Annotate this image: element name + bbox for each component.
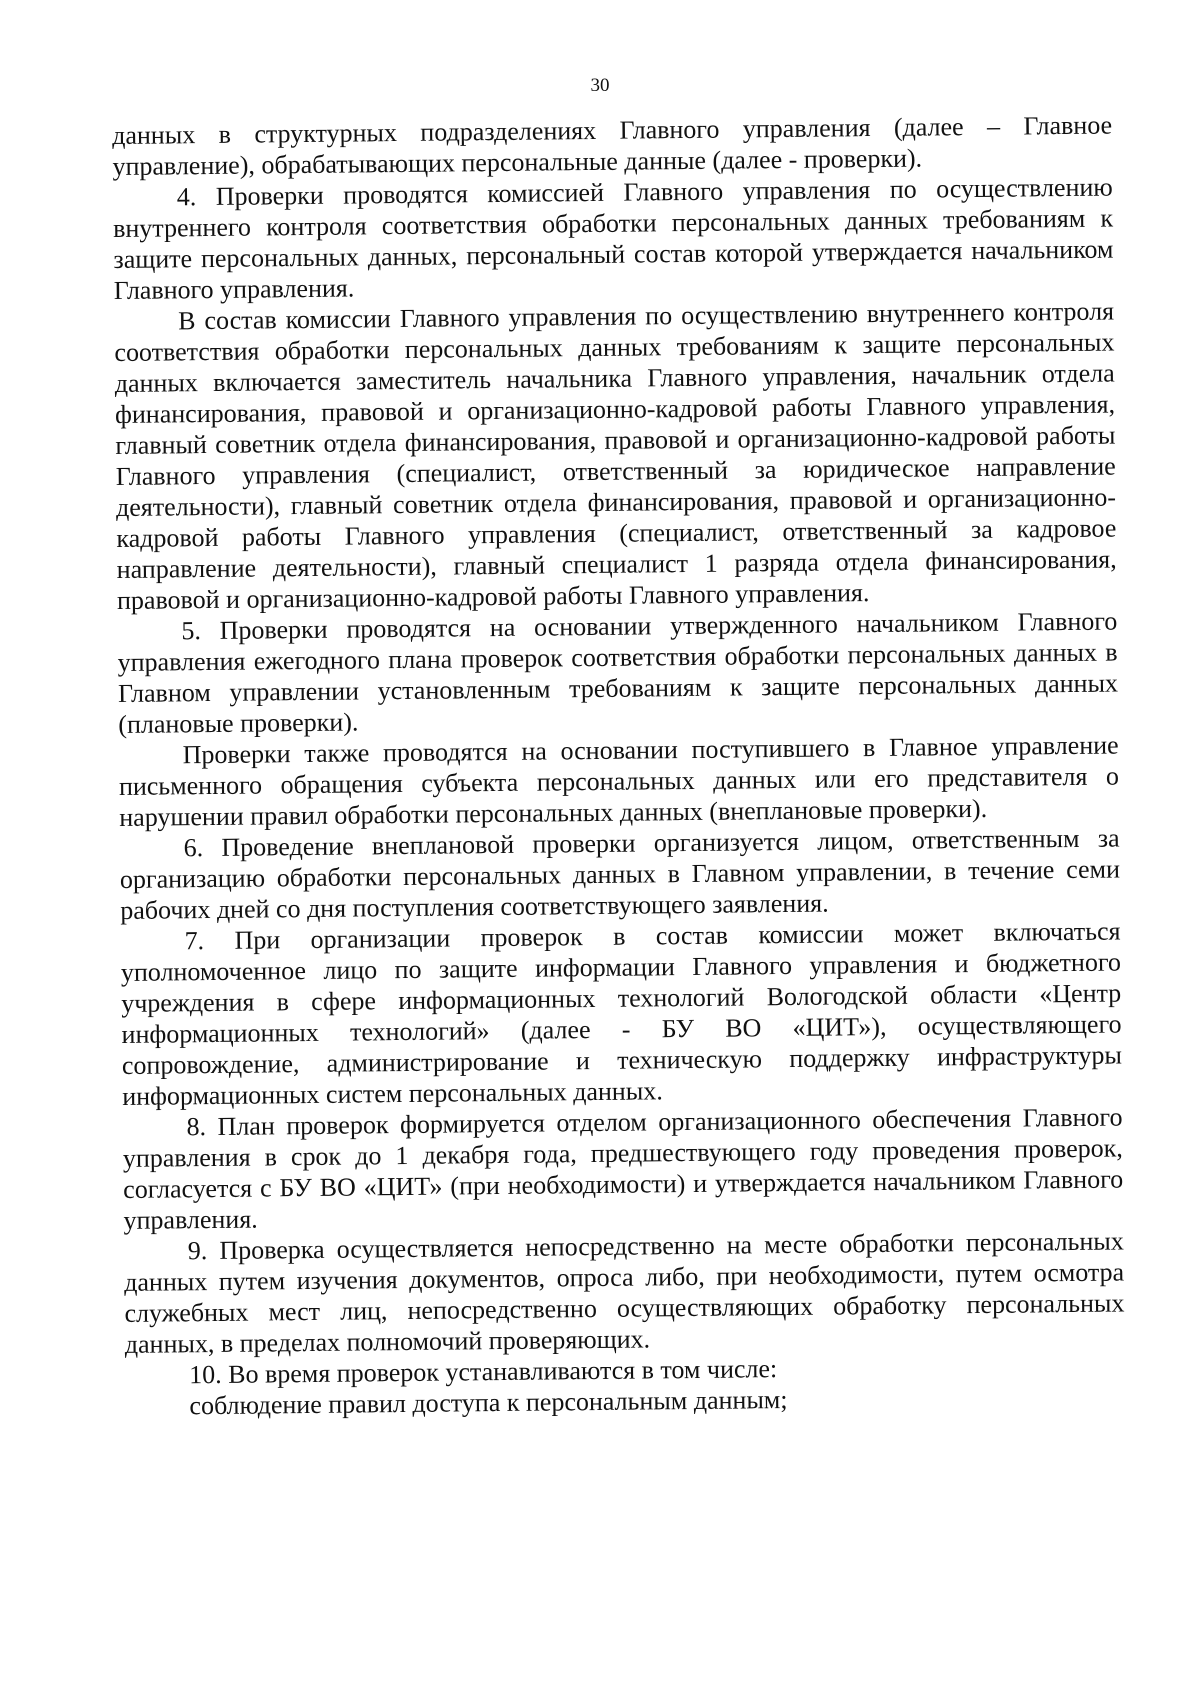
document-body [112, 110, 1126, 1422]
paragraph-item-6: 6. Проведение внеплановой проверки организуется лицом, ответственным за организацию обработки персональных данных в Главном управлении, в течение семи рабочих дней со дня поступления соответствующего заявления. [119, 823, 1121, 925]
paragraph-unscheduled-checks: Проверки также проводятся на основании поступившего в Главное управление письменного обращения субъекта персональных данных или его представителя о нарушении правил обработки персональных данных (внеплановые проверки). [118, 730, 1120, 832]
paragraph-item-10: 10. Во время проверок устанавливаются в том числе: [188, 1354, 778, 1390]
paragraph-item-7: 7. При организации проверок в состав комиссии может включаться уполномоченное лицо по защите информации Главного управления и бюджетного учреждения в сфере информационных технологий Вологодской области «Центр информационных технологий» (далее - БУ ВО «ЦИТ»), осуществляющего сопровождение, администрирование и техническую поддержку инфраструктуры информационных систем персональных данных. [120, 916, 1122, 1111]
paragraph-continuation: данных в структурных подразделениях Главного управления (далее – Главное управление), обрабатывающих персональные данные (далее - проверки). [112, 110, 1113, 181]
paragraph-item-5: 5. Проверки проводятся на основании утвержденного начальником Главного управления ежегодного плана проверок соответствия обработки персональных данных в Главном управлении установленным требованиям к защите персональных данных (плановые проверки). [117, 606, 1119, 739]
paragraph-commission-composition: В состав комиссии Главного управления по осуществлению внутреннего контроля соответствия обработки персональных данных требованиям к защите персональных данных включается заместитель начальника Главного управления, начальник отдела финансирования, правовой и организационно-кадровой работы Главного управления, главный советник отдела финансирования, правовой и организационно-кадровой работы Главного управления (специалист, ответственный за юридическое направление деятельности), главный советник отдела финансирования, правовой и организационно-кадровой работы Главного управления (специалист, ответственный за кадровое направление деятельности), главный специалист 1 разряда отдела финансирования, правовой и организационно-кадровой работы Главного управления. [114, 296, 1117, 615]
paragraph-access-rules: соблюдение правил доступа к персональным данным; [189, 1384, 788, 1421]
paragraph-item-9: 9. Проверка осуществляется непосредственно на месте обработки персональных данных путем изучения документов, опроса либо, при необходимости, путем осмотра служебных мест лиц, непосредственно осуществляющих обработку персональных данных, в пределах полномочий проверяющих. [124, 1226, 1125, 1359]
page-number: 30 [590, 75, 610, 96]
paragraph-item-8: 8. План проверок формируется отделом организационного обеспечения Главного управления в срок до 1 декабря года, предшествующего году проведения проверок, согласуется с БУ ВО «ЦИТ» (при необходимости) и утверждается начальником Главного управления. [122, 1102, 1124, 1235]
paragraph-item-4: 4. Проверки проводятся комиссией Главного управления по осуществлению внутреннего контроля соответствия обработки персональных данных требованиям к защите персональных данных, персональный состав которой утверждается начальником Главного управления. [112, 172, 1114, 305]
